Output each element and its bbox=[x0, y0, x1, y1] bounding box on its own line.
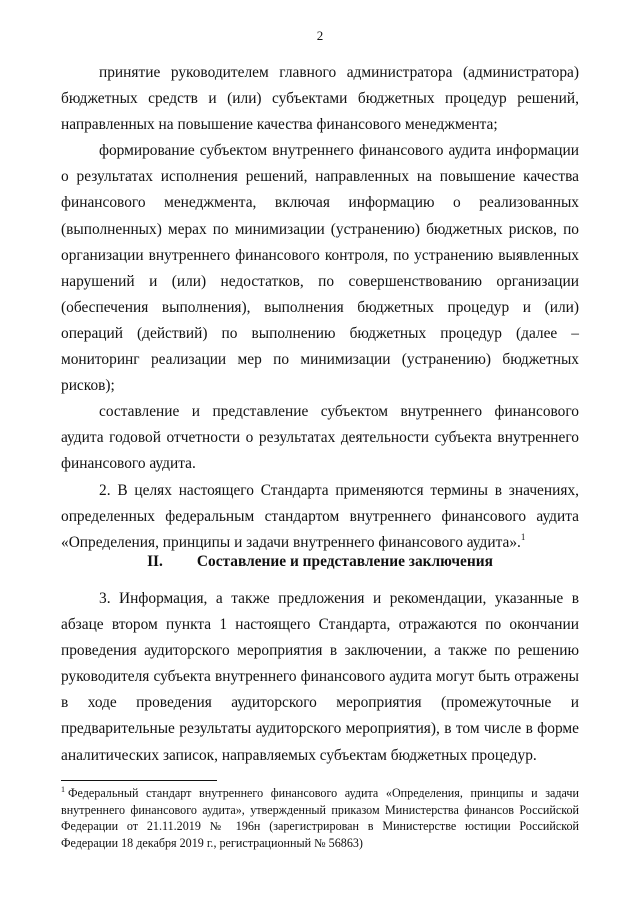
footnote-marker: 1 bbox=[61, 785, 65, 794]
footnote-separator bbox=[61, 780, 217, 781]
paragraph-decisions bbox=[61, 60, 579, 138]
paragraph-annual-report bbox=[61, 399, 579, 477]
page-number: 2 bbox=[316, 28, 324, 43]
footnote-text: Федеральный стандарт внутреннего финансового аудита «Определения, принципы и задачи внутреннего финансового аудита», утвержденный приказом Министерства финансов Российской Федерации от 21.11.2019 № 196н (зарегистрирован в Министерстве юстиции Российской Федерации 18 декабря 2019 г., регистрационный № 56863) bbox=[61, 786, 579, 850]
section-body bbox=[61, 586, 579, 769]
paragraph-monitoring bbox=[61, 138, 579, 399]
paragraph-text: формирование субъектом внутреннего финансового аудита информации о результатах исполнения решений, направленных на повышение качества финансового менеджмента, включая информацию о реализованных (выполненных) мерах по минимизации (устранению) бюджетных рисков, по организации внутреннего финансового контроля, по устранению выявленных нарушений и (или) недостатков, по совершенствованию организации (обеспечения выполнения), выполнения бюджетных процедур и (или) операций (действий) по выполнению бюджетных процедур (далее – мониторинг реализации мер по минимизации (устранению) бюджетных рисков); bbox=[61, 142, 579, 395]
footnote bbox=[61, 785, 579, 851]
section-title: Составление и представление заключения bbox=[196, 553, 493, 570]
section-number: II. bbox=[147, 553, 163, 570]
footnote-reference[interactable]: 1 bbox=[520, 531, 526, 542]
paragraph-terms: 2. В целях настоящего Стандарта применяются термины в значениях, определенных федеральным стандартом внутреннего финансового аудита «Определения, принципы и задачи внутреннего финансового аудита».$^1$ bbox=[61, 481, 579, 551]
section-heading bbox=[61, 549, 579, 575]
paragraph-information bbox=[61, 586, 579, 769]
paragraph-text: 3. Информация, а также предложения и рекомендации, указанные в абзаце втором пункта 1 настоящего Стандарта, отражаются по окончании проведения аудиторского мероприятия в заключении, а также по решению руководителя субъекта внутреннего финансового аудита могут быть отражены в ходе проведения аудиторского мероприятия (промежуточные и предварительные результаты аудиторского мероприятия), в том числе в форме аналитических записок, направляемых субъектам бюджетных процедур. bbox=[61, 590, 579, 764]
paragraph-text: принятие руководителем главного администратора (администратора) бюджетных средств и (или) субъектами бюджетных процедур решений, направленных на повышение качества финансового менеджмента; bbox=[61, 64, 579, 134]
paragraph-text: 2. В целях настоящего Стандарта применяются термины в значениях, определенных федеральным стандартом внутреннего финансового аудита «Определения, принципы и задачи внутреннего финансового аудита» bbox=[61, 481, 579, 551]
paragraph-text: составление и представление субъектом внутреннего финансового аудита годовой отчетности о результатах деятельности субъекта внутреннего финансового аудита. bbox=[61, 403, 579, 473]
document-body bbox=[61, 60, 579, 556]
